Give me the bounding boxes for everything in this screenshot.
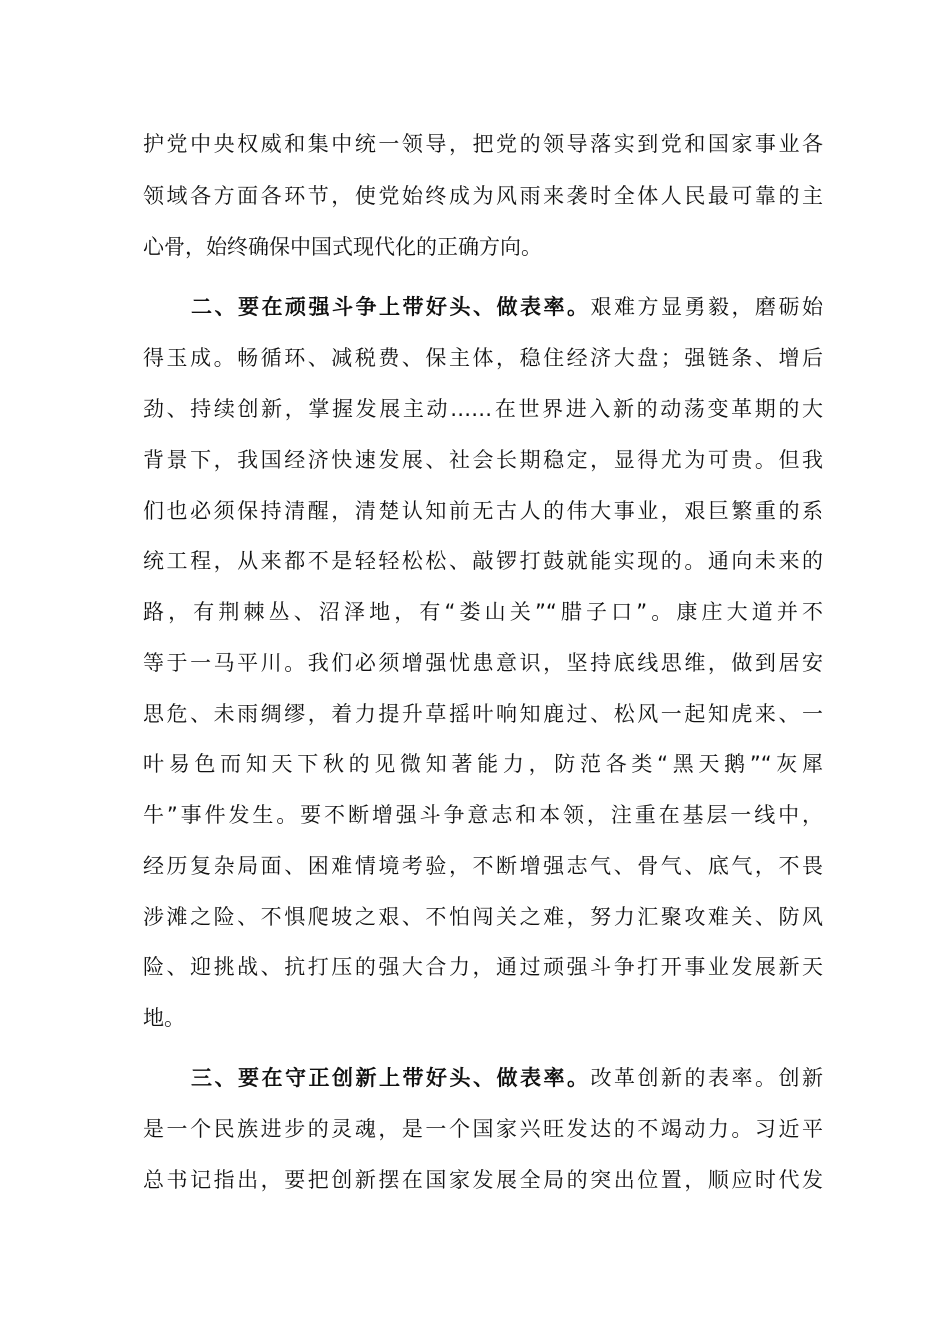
body-text-line	[143, 998, 823, 1038]
body-text-line	[143, 389, 823, 429]
body-text-line	[143, 592, 823, 632]
line-text: 涉滩之险、不惧爬坡之艰、不怕闯关之难，努力汇聚攻难关、防风	[143, 905, 823, 929]
body-text-line	[143, 1109, 823, 1149]
body-text-line	[143, 176, 823, 216]
section-heading: 二、要在顽强斗争上带好头、做表率。	[191, 295, 591, 319]
line-text: 总书记指出，要把创新摆在国家发展全局的突出位置，顺应时代发	[143, 1168, 823, 1192]
line-text: 劲、持续创新，掌握发展主动……在世界进入新的动荡变革期的大	[143, 397, 823, 421]
body-text-line	[143, 643, 823, 683]
body-text-line	[143, 491, 823, 531]
body-text-line	[143, 846, 823, 886]
body-text-line	[143, 744, 823, 784]
line-text: 经历复杂局面、困难情境考验，不断增强志气、骨气、底气，不畏	[143, 854, 823, 878]
line-text: 是一个民族进步的灵魂，是一个国家兴旺发达的不竭动力。习近平	[143, 1117, 823, 1141]
line-text: 思危、未雨绸缪，着力提升草摇叶响知鹿过、松风一起知虎来、一	[143, 702, 823, 726]
section-heading: 三、要在守正创新上带好头、做表率。	[191, 1066, 591, 1090]
line-text: 领域各方面各环节，使党始终成为风雨来袭时全体人民最可靠的主	[143, 184, 823, 208]
section-heading-line	[191, 287, 823, 327]
line-text: 改革创新的表率。创新	[590, 1066, 823, 1090]
line-text: 护党中央权威和集中统一领导，把党的领导落实到党和国家事业各	[143, 132, 823, 156]
section-heading-line	[191, 1058, 823, 1098]
body-text-line	[143, 440, 823, 480]
body-text-line	[143, 1160, 823, 1200]
body-text-line	[143, 897, 823, 937]
line-text: 们也必须保持清醒，清楚认知前无古人的伟大事业，艰巨繁重的系	[143, 499, 823, 523]
line-text: 得玉成。畅循环、减税费、保主体，稳住经济大盘；强链条、增后	[143, 346, 823, 370]
body-text-line	[143, 227, 823, 267]
body-text-line	[143, 694, 823, 734]
line-text: 背景下，我国经济快速发展、社会长期稳定，显得尤为可贵。但我	[143, 448, 823, 472]
line-text: 艰难方显勇毅，磨砺始	[590, 295, 823, 319]
body-text-line	[143, 795, 823, 835]
line-text: 牛”事件发生。要不断增强斗争意志和本领，注重在基层一线中，	[143, 803, 823, 827]
body-text-line	[143, 124, 823, 164]
body-text-line	[143, 541, 823, 581]
body-text-line	[143, 338, 823, 378]
line-text: 险、迎挑战、抗打压的强大合力，通过顽强斗争打开事业发展新天	[143, 955, 823, 979]
line-text: 等于一马平川。我们必须增强忧患意识，坚持底线思维，做到居安	[143, 651, 823, 675]
line-text: 路，有荆棘丛、沼泽地，有“娄山关”“腊子口”。康庄大道并不	[143, 600, 823, 624]
line-text: 叶易色而知天下秋的见微知著能力，防范各类“黑天鹅”“灰犀	[143, 752, 823, 776]
body-text-line	[143, 947, 823, 987]
line-text: 心骨，始终确保中国式现代化的正确方向。	[143, 235, 542, 259]
line-text: 统工程，从来都不是轻轻松松、敲锣打鼓就能实现的。通向未来的	[143, 549, 823, 573]
line-text: 地。	[143, 1006, 185, 1030]
